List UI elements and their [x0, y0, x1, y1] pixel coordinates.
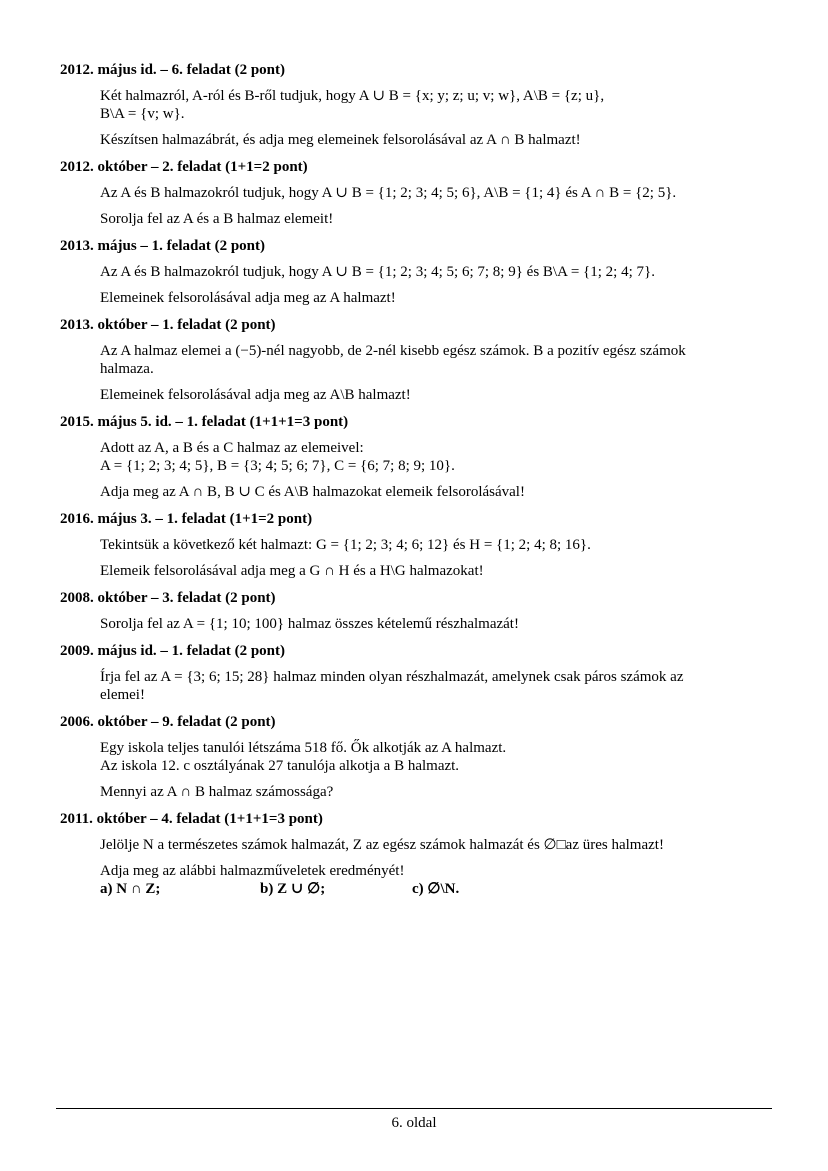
- problem-title: 2008. október – 3. feladat (2 pont): [60, 590, 276, 606]
- operation-a: a) N ∩ Z;: [100, 881, 161, 897]
- text-line: B\A = {v; w}.: [100, 106, 185, 122]
- text-line: A = {1; 2; 3; 4; 5}, B = {3; 4; 5; 6; 7}, C = {6; 7; 8; 9; 10}.: [100, 458, 455, 474]
- problem-paragraph: [100, 836, 780, 854]
- problem-paragraph: [100, 386, 780, 404]
- text-line: Adott az A, a B és a C halmaz az elemeivel:: [100, 440, 364, 456]
- text-line: Adja meg az alábbi halmazműveletek eredményét!: [100, 863, 405, 879]
- problem-title: 2011. október – 4. feladat (1+1+1=3 pont): [60, 811, 323, 827]
- problem-paragraph: [100, 342, 780, 378]
- problem-paragraph: [100, 439, 780, 475]
- footer-divider: [56, 1108, 772, 1109]
- problem-9: [60, 713, 780, 801]
- problem-title: 2015. május 5. id. – 1. feladat (1+1+1=3 pont): [60, 414, 349, 430]
- problem-title: 2013. május – 1. feladat (2 pont): [60, 238, 265, 254]
- problem-title: 2013. október – 1. feladat (2 pont): [60, 317, 276, 333]
- text-line: elemei!: [100, 687, 145, 703]
- text-line: Készítsen halmazábrát, és adja meg elemeinek felsorolásával az A ∩ B halmazt!: [100, 132, 581, 148]
- problem-title: 2009. május id. – 1. feladat (2 pont): [60, 643, 286, 659]
- text-line: Elemeinek felsorolásával adja meg az A halmazt!: [100, 290, 396, 306]
- operations-row: [100, 880, 780, 898]
- problem-paragraph: [100, 263, 780, 281]
- problem-paragraph: [100, 184, 780, 202]
- problem-2: [60, 158, 780, 228]
- operation-b: b) Z ∪ ∅;: [260, 881, 326, 897]
- problem-3: [60, 237, 780, 307]
- text-line: Az A halmaz elemei a (−5)-nél nagyobb, de 2-nél kisebb egész számok. B a pozitív egész számok: [100, 343, 686, 359]
- text-line: Két halmazról, A-ról és B-ről tudjuk, hogy A ∪ B = {x; y; z; u; v; w}, A\B = {z; u},: [100, 88, 605, 104]
- text-line: Elemeinek felsorolásával adja meg az A\B halmazt!: [100, 387, 411, 403]
- text-line: Az A és B halmazokról tudjuk, hogy A ∪ B = {1; 2; 3; 4; 5; 6}, A\B = {1; 4} és A ∩ B = {2; 5}.: [100, 185, 677, 201]
- text-line: Sorolja fel az A és a B halmaz elemeit!: [100, 211, 334, 227]
- problem-4: [60, 316, 780, 404]
- problem-10: [60, 810, 780, 898]
- text-line: Sorolja fel az A = {1; 10; 100} halmaz összes kételemű részhalmazát!: [100, 616, 519, 632]
- problem-paragraph: [100, 87, 780, 123]
- problem-paragraph: [100, 289, 780, 307]
- text-line: halmaza.: [100, 361, 154, 377]
- problem-6: [60, 510, 780, 580]
- problem-8: [60, 642, 780, 704]
- problem-paragraph: [100, 862, 780, 898]
- problem-paragraph: [100, 536, 780, 554]
- text-line: Tekintsük a következő két halmazt: G = {1; 2; 3; 4; 6; 12} és H = {1; 2; 4; 8; 16}.: [100, 537, 591, 553]
- problem-title: 2012. október – 2. feladat (1+1=2 pont): [60, 159, 308, 175]
- problem-list: [60, 61, 780, 907]
- problem-5: [60, 413, 780, 501]
- operation-c: c) ∅\N.: [412, 881, 460, 897]
- problem-paragraph: [100, 615, 780, 633]
- problem-1: [60, 61, 780, 149]
- problem-paragraph: [100, 131, 780, 149]
- problem-paragraph: [100, 210, 780, 228]
- problem-paragraph: [100, 562, 780, 580]
- problem-paragraph: [100, 783, 780, 801]
- text-line: Mennyi az A ∩ B halmaz számossága?: [100, 784, 334, 800]
- problem-title: 2012. május id. – 6. feladat (2 pont): [60, 62, 286, 78]
- text-line: Az A és B halmazokról tudjuk, hogy A ∪ B = {1; 2; 3; 4; 5; 6; 7; 8; 9} és B\A = {1; 2; 4; 7}.: [100, 264, 655, 280]
- problem-7: [60, 589, 780, 633]
- text-line: Írja fel az A = {3; 6; 15; 28} halmaz minden olyan részhalmazát, amelynek csak páros számok az: [100, 669, 684, 685]
- problem-paragraph: [100, 739, 780, 775]
- problem-paragraph: [100, 483, 780, 501]
- text-line: Elemeik felsorolásával adja meg a G ∩ H és a H\G halmazokat!: [100, 563, 484, 579]
- text-line: Egy iskola teljes tanulói létszáma 518 fő. Ők alkotják az A halmazt.: [100, 740, 507, 756]
- problem-title: 2006. október – 9. feladat (2 pont): [60, 714, 276, 730]
- text-line: Jelölje N a természetes számok halmazát, Z az egész számok halmazát és ∅□az üres halmazt!: [100, 837, 664, 853]
- problem-title: 2016. május 3. – 1. feladat (1+1=2 pont): [60, 511, 313, 527]
- page-number: 6. oldal: [391, 1115, 437, 1131]
- problem-paragraph: [100, 668, 780, 704]
- text-line: Adja meg az A ∩ B, B ∪ C és A\B halmazokat elemeik felsorolásával!: [100, 484, 525, 500]
- text-line: Az iskola 12. c osztályának 27 tanulója alkotja a B halmazt.: [100, 758, 460, 774]
